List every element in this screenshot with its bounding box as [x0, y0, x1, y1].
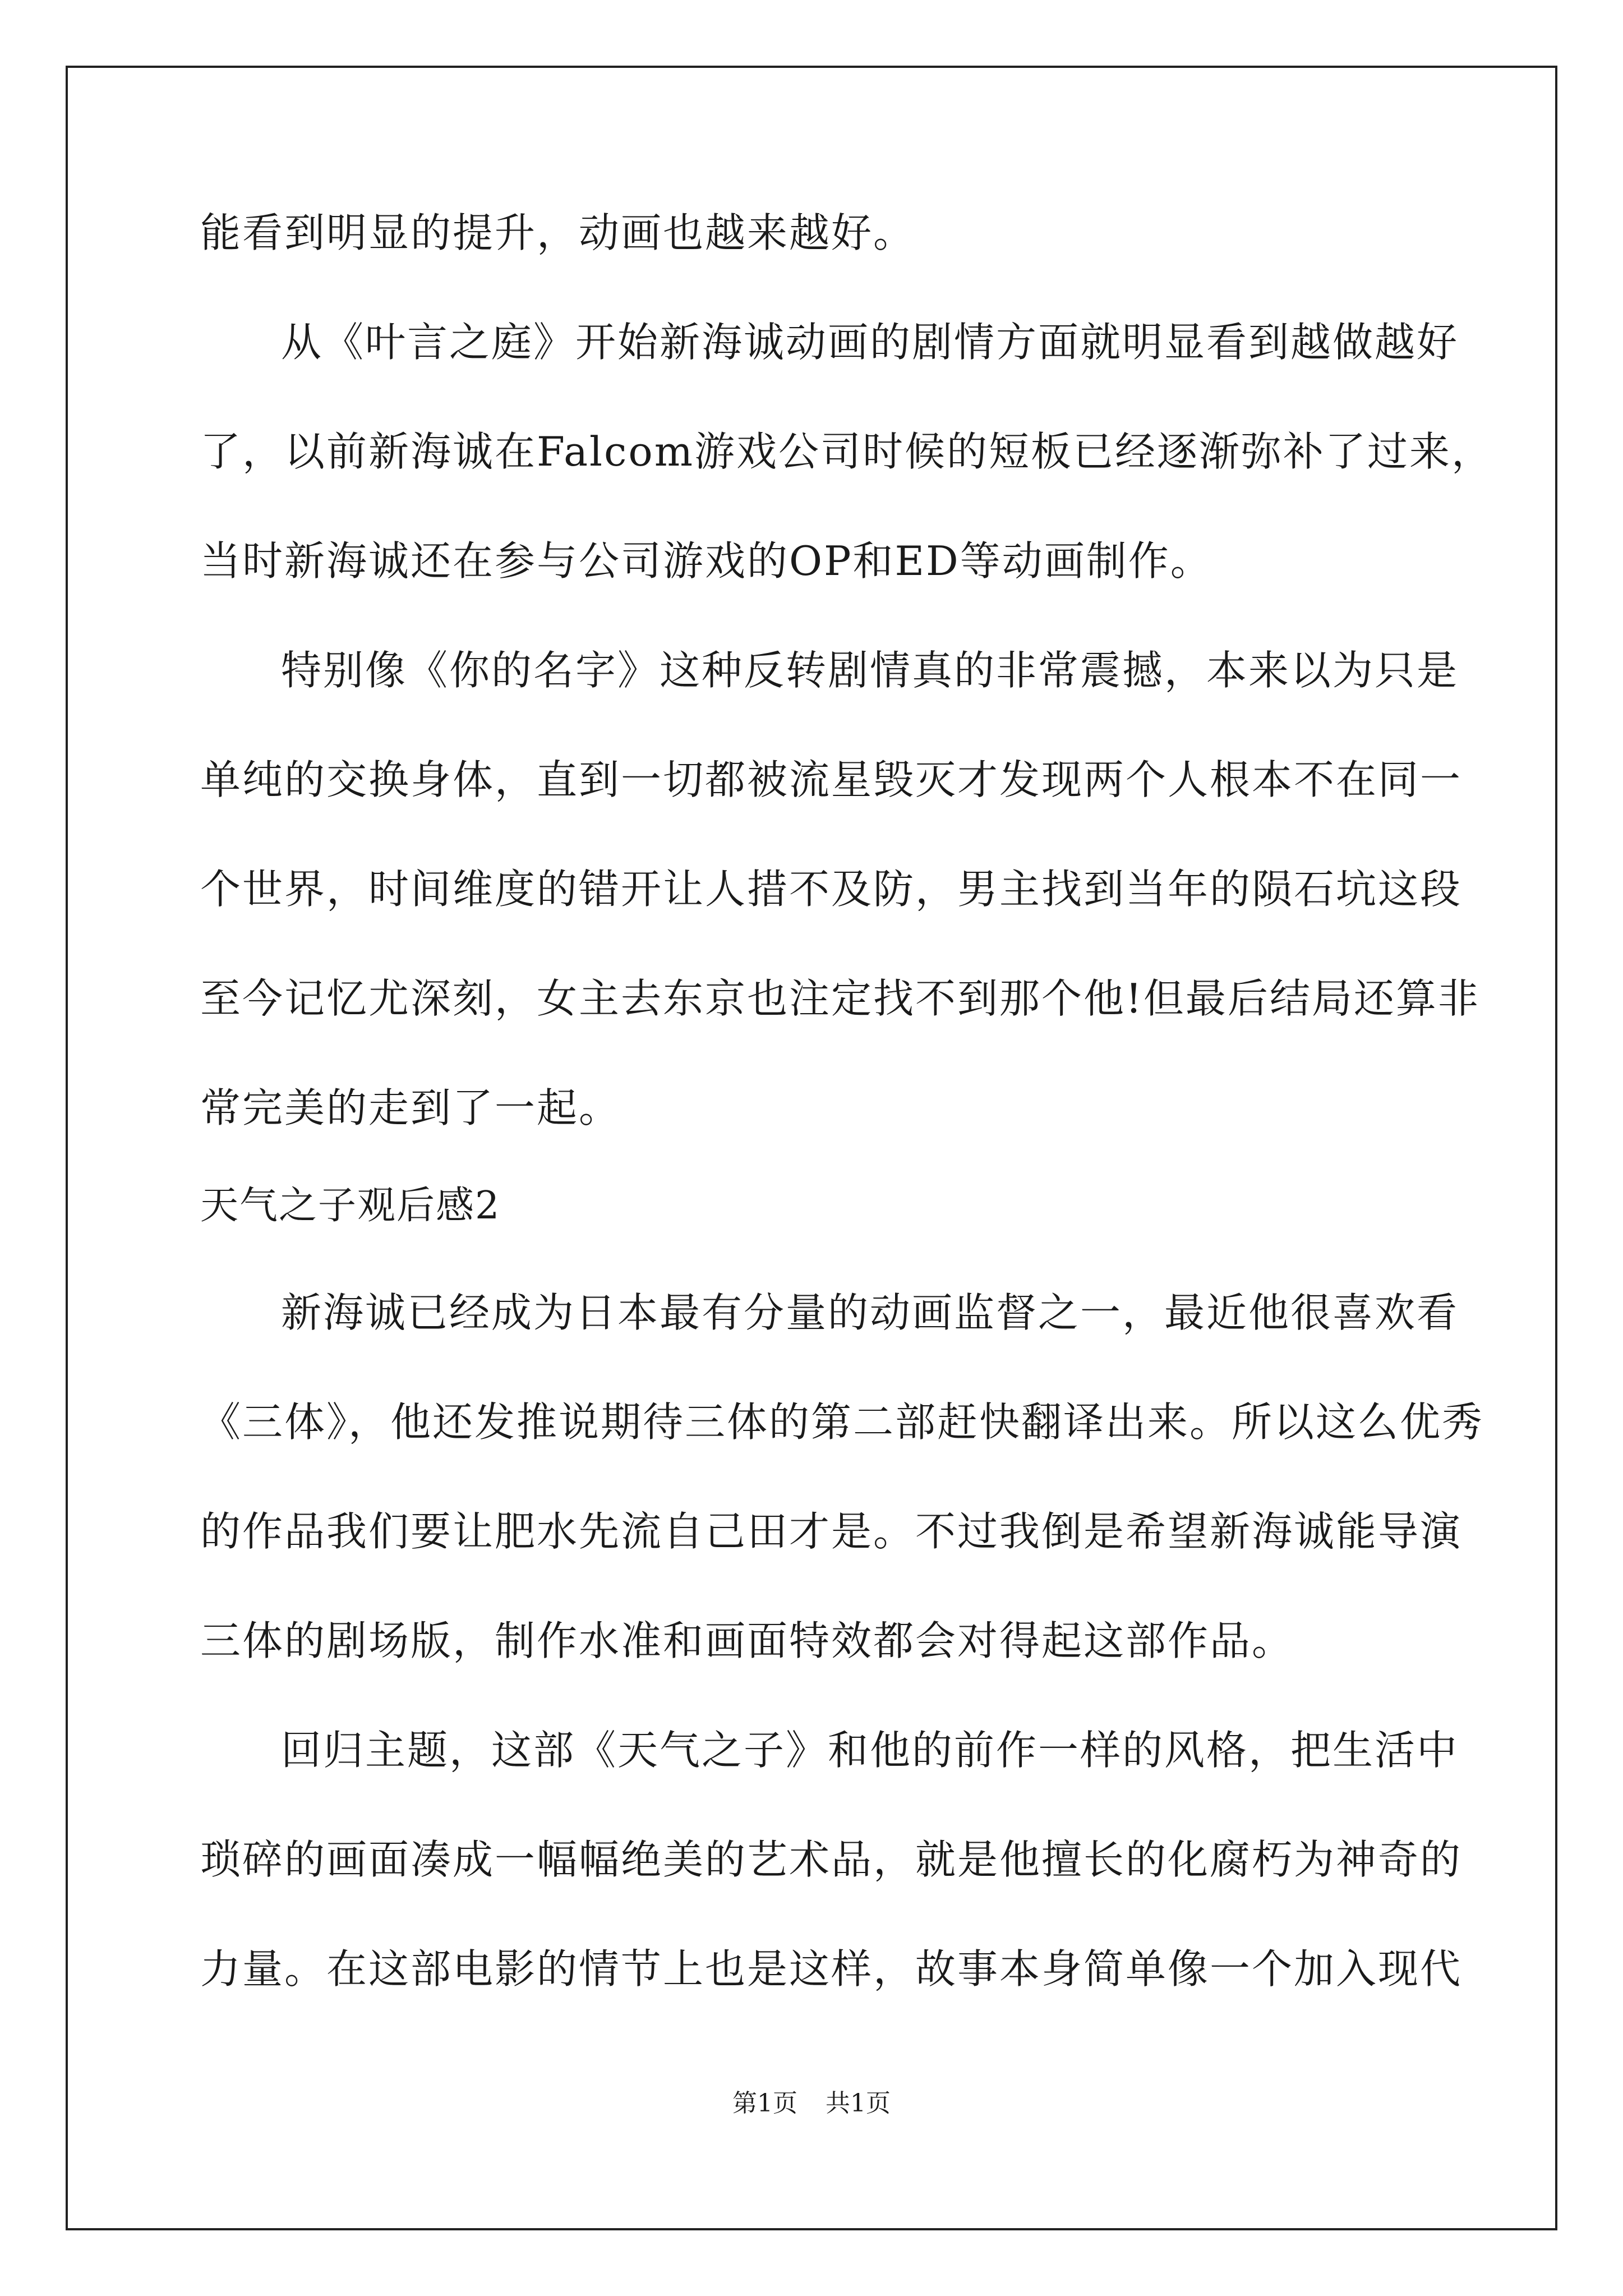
page-border — [66, 66, 1557, 2230]
body-line: 三体的剧场版，制作水准和画面特效都会对得起这部作品。 — [200, 1617, 1294, 1664]
body-line: 当时新海诚还在参与公司游戏的OP和ED等动画制作。 — [200, 537, 1212, 585]
body-line: 的作品我们要让肥水先流自己田才是。不过我倒是希望新海诚能导演 — [200, 1508, 1463, 1555]
body-line: 能看到明显的提升，动画也越来越好。 — [200, 209, 916, 256]
body-line: 至今记忆尤深刻，女主去东京也注定找不到那个他!但最后结局还算非 — [200, 975, 1480, 1022]
paragraph-first-line: 特别像《你的名字》这种反转剧情真的非常震撼，本来以为只是 — [281, 647, 1459, 694]
page-total: 共1页 — [826, 2089, 891, 2118]
body-line: 力量。在这部电影的情节上也是这样，故事本身简单像一个加入现代 — [200, 1945, 1463, 1993]
body-line: 了，以前新海诚在Falcom游戏公司时候的短板已经逐渐弥补了过来， — [200, 428, 1493, 475]
page-number: 第1页 — [732, 2089, 797, 2118]
body-line: 《三体》，他还发推说期待三体的第二部赶快翻译出来。所以这么优秀 — [200, 1398, 1484, 1446]
paragraph-first-line: 回归主题，这部《天气之子》和他的前作一样的风格，把生活中 — [281, 1727, 1459, 1774]
body-line: 个世界，时间维度的错开让人措不及防，男主找到当年的陨石坑这段 — [200, 866, 1463, 913]
section-heading: 天气之子观后感2 — [200, 1184, 501, 1228]
page-footer — [0, 2087, 1623, 2120]
paragraph-first-line: 新海诚已经成为日本最有分量的动画监督之一，最近他很喜欢看 — [281, 1289, 1459, 1336]
body-line: 常完美的走到了一起。 — [200, 1084, 621, 1131]
paragraph-first-line: 从《叶言之庭》开始新海诚动画的剧情方面就明显看到越做越好 — [281, 319, 1459, 366]
body-line: 单纯的交换身体，直到一切都被流星毁灭才发现两个人根本不在同一 — [200, 756, 1463, 803]
body-line: 琐碎的画面凑成一幅幅绝美的艺术品，就是他擅长的化腐朽为神奇的 — [200, 1836, 1463, 1883]
